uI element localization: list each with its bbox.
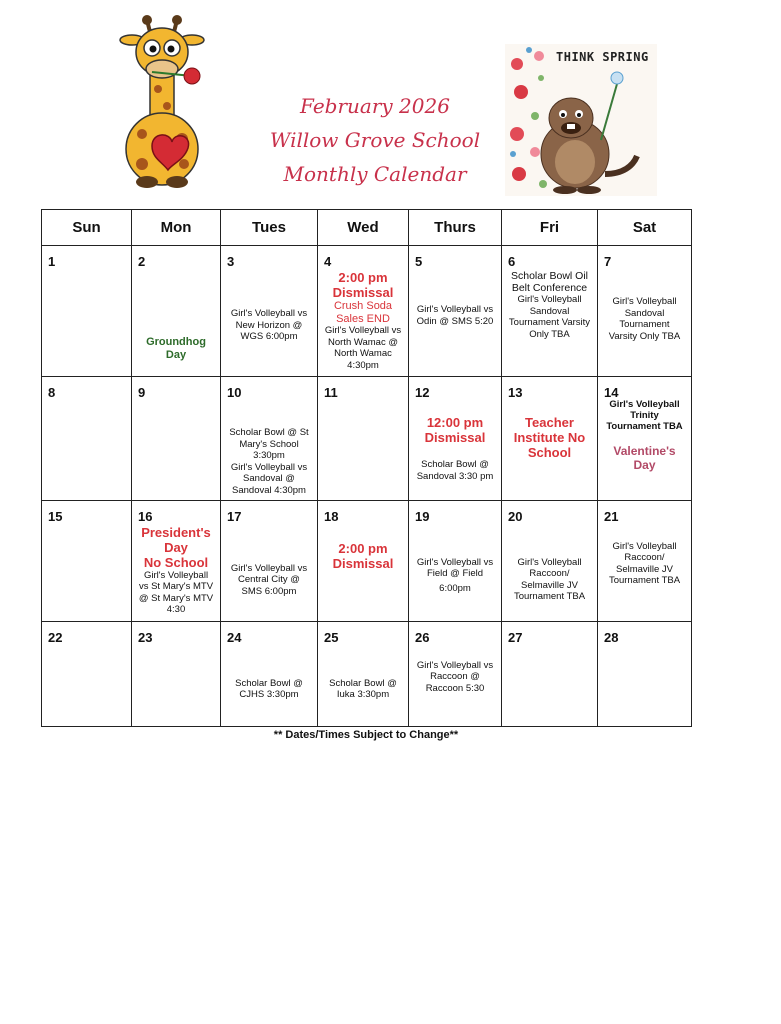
day-number: 14 [604,385,619,401]
week-row [42,500,692,621]
giraffe-illustration [112,14,212,190]
event-text: 2:00 pm Dismissal Crush Soda Sales END Girl's Volleyball vs North Wamac @ North Wamac 4:30pm [324,270,402,371]
event-text: Girl's Volleyball Sandoval Tournament Varsity Only TBA [608,296,681,342]
day-number: 12 [415,385,430,401]
day-number: 19 [415,508,430,524]
day-number: 2 [138,254,146,270]
day-cell [132,621,221,726]
weekday-thurs: Thurs [409,210,502,246]
day-cell [42,621,132,726]
day-number: 15 [48,508,63,524]
day-number: 18 [324,508,339,524]
day-cell [409,246,502,377]
disclaimer-footnote: ** Dates/Times Subject to Change** [273,729,459,741]
day-cell [598,621,692,726]
day-cell [318,621,409,726]
day-number: 5 [415,254,423,270]
day-cell [42,246,132,377]
day-cell [502,500,598,621]
week-row [42,377,692,500]
day-cell [502,246,598,377]
event-text: Girl's Volleyball vs Odin @ SMS 5:20 [416,304,494,327]
day-number: 27 [508,629,523,645]
day-number: 23 [138,629,153,645]
day-cell [318,500,409,621]
day-number: 26 [415,629,430,645]
weekday-mon: Mon [132,210,221,246]
think-spring-caption: THINK SPRING [556,50,649,64]
event-text: Scholar Bowl @ St Mary's School 3:30pm Girl's Volleyball vs Sandoval @ Sandoval 4:30pm [229,427,309,496]
monthly-calendar-grid [41,209,692,727]
day-cell [221,500,318,621]
day-cell [318,377,409,500]
week-row [42,621,692,726]
day-cell [132,500,221,621]
day-cell [409,621,502,726]
event-text: Girl's Volleyball Raccoon/ Selmaville JV Tournament TBA [513,556,586,603]
event-text: Girl's Volleyball vs New Horizon @ WGS 6:00pm [230,308,308,343]
day-number: 24 [227,629,242,645]
weekday-header-row [42,210,692,246]
day-number: 3 [227,254,235,270]
day-number: 10 [227,385,242,401]
day-cell [318,246,409,377]
day-number: 28 [604,629,619,645]
calendar-title-month: February 2026 [300,94,450,118]
day-number: 6 [508,254,516,270]
day-cell [502,377,598,500]
day-cell [132,377,221,500]
day-number: 20 [508,508,523,524]
day-number: 11 [324,385,338,401]
day-number: 7 [604,254,612,270]
event-text: 2:00 pm Dismissal [332,540,394,571]
event-text: Girl's Volleyball vs Raccoon @ Raccoon 5:30 [416,659,494,694]
day-number: 1 [48,254,56,270]
calendar-title-label: Monthly Calendar [283,162,467,186]
event-text: Girl's Volleyball vs Field @ Field 6:00pm [416,556,494,594]
day-cell [598,377,692,500]
weekday-tues: Tues [221,210,318,246]
event-text: Girl's Volleyball vs Central City @ SMS 6:00pm [230,562,308,597]
day-cell [502,621,598,726]
day-cell [221,377,318,500]
day-cell [409,500,502,621]
day-cell [221,246,318,377]
day-number: 22 [48,629,63,645]
day-cell [409,377,502,500]
event-text: Girl's Volleyball Trinity Tournament TBA Valentine's Day [606,399,683,473]
event-text: Scholar Bowl @ CJHS 3:30pm [235,677,303,701]
day-number: 25 [324,629,339,645]
event-text: Teacher Institute No School [513,415,586,461]
event-text: Groundhog Day [146,336,206,362]
day-cell [42,377,132,500]
day-cell [598,500,692,621]
day-number: 17 [227,508,242,524]
event-text: President's Day No School Girl's Volleyball vs St Mary's MTV @ St Mary's MTV 4:30 [138,524,214,616]
calendar-title-school: Willow Grove School [269,128,481,152]
weekday-wed: Wed [318,210,409,246]
day-number: 4 [324,254,332,270]
day-number: 8 [48,385,56,401]
event-text: Scholar Bowl @ Iuka 3:30pm [329,677,397,701]
day-cell [42,500,132,621]
day-number: 9 [138,385,146,401]
groundhog-illustration [505,44,657,196]
day-cell [221,621,318,726]
day-number: 16 [138,508,153,524]
day-cell [132,246,221,377]
event-text: Scholar Bowl Oil Belt Conference Girl's Volleyball Sandoval Tournament Varsity Only TBA [508,270,591,340]
weekday-sat: Sat [598,210,692,246]
day-number: 13 [508,385,523,401]
weekday-fri: Fri [502,210,598,246]
week-row [42,246,692,377]
event-text: Girl's Volleyball Raccoon/ Selmaville JV Tournament TBA [608,540,681,587]
day-cell [598,246,692,377]
event-text: 12:00 pm Dismissal Scholar Bowl @ Sandoval 3:30 pm [416,415,494,482]
day-number: 21 [604,508,619,524]
weekday-sun: Sun [42,210,132,246]
